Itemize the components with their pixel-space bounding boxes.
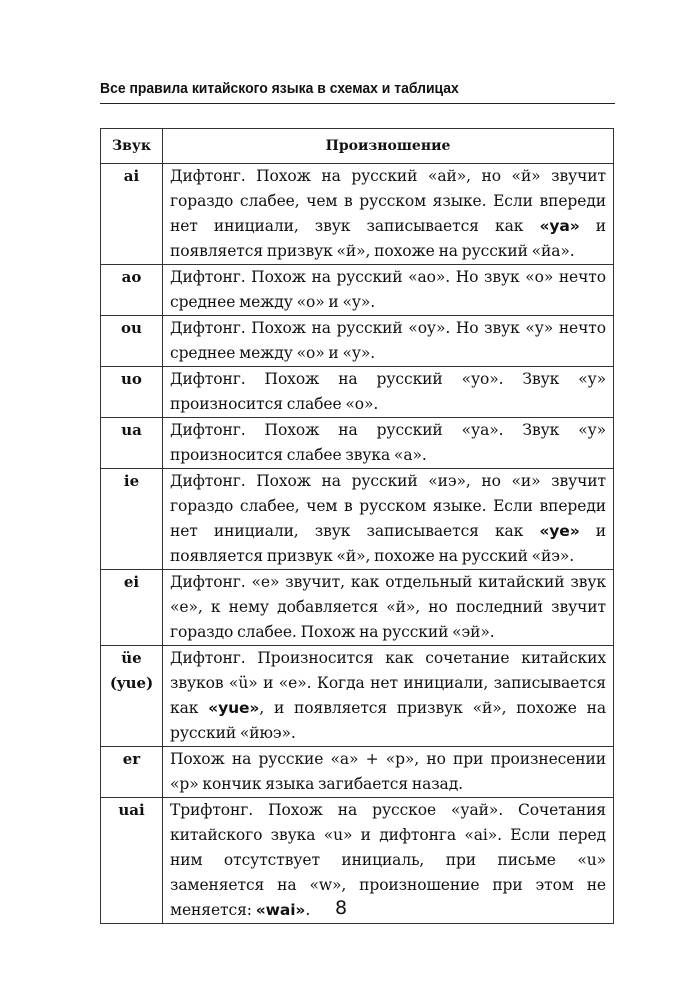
page-number: 8 [334, 897, 348, 919]
description-text-cont: и появляется призвук «й», похоже на русский «йэ». [170, 522, 606, 565]
spelling-example: «yue» [208, 699, 260, 717]
table-row [101, 570, 614, 646]
table-header-row [101, 129, 614, 164]
pronunciation-table [100, 128, 614, 924]
description-text: Дифтонг. Похож на русский «ао». Но звук «о» нечто среднее между «о» и «у». [170, 268, 606, 311]
table-row [101, 316, 614, 367]
description-text: Дифтонг. Похож на русский «оу». Но звук «у» нечто среднее между «о» и «у». [170, 319, 606, 362]
pronunciation-cell [163, 418, 614, 469]
sound-cell: ou [101, 316, 163, 367]
description-text-cont: , и появляется призвук «й», похоже на русский «йюэ». [170, 699, 606, 742]
table-row [101, 164, 614, 265]
table-row [101, 265, 614, 316]
table-row [101, 418, 614, 469]
sound-cell: ao [101, 265, 163, 316]
sound-cell: uo [101, 367, 163, 418]
spelling-example: «ya» [539, 217, 580, 235]
header-rule [100, 103, 615, 104]
description-text-cont: и появляется призвук «й», похоже на русский «йа». [170, 217, 607, 260]
table-row [101, 367, 614, 418]
description-text: Дифтонг. «е» звучит, как отдельный китайский звук «е», к нему добавляется «й», но последний звучит гораздо слабее. Похож на русский «эй». [170, 573, 606, 641]
sound-cell: ua [101, 418, 163, 469]
table-row [101, 747, 614, 798]
sound-cell: üe (yue) [101, 646, 163, 747]
pronunciation-cell [163, 469, 614, 570]
description-text: Дифтонг. Похож на русский «иэ», но «и» звучит гораздо слабее, чем в русском языке. Если впереди нет инициали, звук записывается как [170, 472, 606, 540]
pronunciation-cell [163, 316, 614, 367]
description-text: Трифтонг. Похож на русское «уай». Сочетания китайского звука «u» и дифтонга «ai». Если перед ним отсутствует инициаль, при письме «u» заменяется на «w», произношение при этом не меняется: [170, 801, 606, 919]
pronunciation-cell [163, 164, 614, 265]
sound-cell: ie [101, 469, 163, 570]
pronunciation-cell [163, 747, 614, 798]
pronunciation-cell [163, 367, 614, 418]
description-text: Дифтонг. Произносится как сочетание китайских звуков «ü» и «е». Когда нет инициали, записывается как [170, 649, 606, 717]
sound-cell: ai [101, 164, 163, 265]
pronunciation-cell [163, 646, 614, 747]
description-text: Похож на русские «а» + «р», но при произнесении «р» кончик языка загибается назад. [170, 750, 606, 793]
spelling-example: «wai» [255, 901, 306, 919]
table-row [101, 469, 614, 570]
running-header: Все правила китайского языка в схемах и таблицах [100, 80, 459, 97]
spelling-example: «ye» [539, 522, 580, 540]
pronunciation-cell [163, 265, 614, 316]
column-header-pronunciation: Произношение [163, 129, 614, 164]
column-header-sound: Звук [101, 129, 163, 164]
description-text: Дифтонг. Похож на русский «уа». Звук «у» произносится слабее звука «а». [170, 421, 606, 464]
table-row [101, 646, 614, 747]
description-text: Дифтонг. Похож на русский «ай», но «й» звучит гораздо слабее, чем в русском языке. Если впереди нет инициали, звук записывается как [170, 167, 606, 235]
description-text-cont: . [305, 901, 311, 919]
sound-cell: er [101, 747, 163, 798]
description-text: Дифтонг. Похож на русский «уо». Звук «у» произносится слабее «о». [170, 370, 606, 413]
pronunciation-cell [163, 570, 614, 646]
sound-cell: uai [101, 798, 163, 924]
sound-cell: ei [101, 570, 163, 646]
